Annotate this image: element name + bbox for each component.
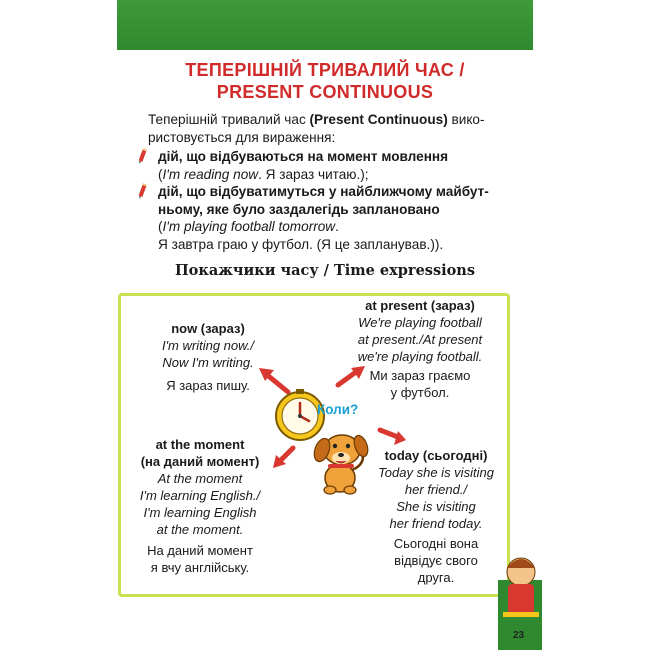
now-head: now (зараз) [171,321,245,336]
at-the-moment-en-2: I'm learning English./ [139,488,261,503]
intro-term: (Present Continuous) [309,112,448,127]
today-en-1: Today she is visiting [378,465,494,480]
today-ua-3: друга. [417,570,455,585]
at-present-head: at present (зараз) [365,298,475,313]
at-the-moment-en-4: at the moment. [156,522,244,537]
intro-line2: ристовується для вираження: [148,129,336,145]
today-head: today (сьогодні) [384,448,488,463]
arrow-icon [259,368,288,392]
arrow-icon [338,366,365,385]
at-the-moment-head-2: (на даний момент) [140,454,260,469]
when-label: Коли? [317,402,359,417]
bullet-2-example-rest: . [335,219,339,234]
bullet-1-head: дій, що відбуваються на момент мовлення [158,149,449,164]
intro-text-c: вико- [447,112,485,127]
today-en-2: her friend./ [404,482,468,497]
at-the-moment-en-3: I'm learning English [143,505,257,520]
bullet-2-open: ( [158,219,163,234]
page-number: 23 [513,630,525,641]
today-ua-1: Сьогодні вона [393,536,479,551]
at-the-moment-head-1: at the moment [155,437,245,452]
at-present-ua-2: у футбол. [390,385,450,400]
section-title: Покажчики часу / Time expressions [174,262,476,279]
bullet-2-example-ua: Я завтра граю у футбол. (Я це запланував.)). [158,236,444,252]
now-en-2: Now I'm writing. [162,355,254,370]
intro-text-a: Теперішній тривалий час [148,112,310,127]
page-title-line2: PRESENT CONTINUOUS [216,82,434,102]
bullet-2-head-line2: ньому, яке було заздалегідь заплановано [158,201,440,217]
at-the-moment-ua-2: я вчу англійську. [150,560,250,575]
bullet-2-head-line1: дій, що відбуватимуться у найближчому майбут- [158,184,489,199]
at-present-en-2: at present./At present [357,332,483,347]
dog-icon [311,434,370,494]
at-present-en-1: We're playing football [358,315,482,330]
at-the-moment-en-1: At the moment [157,471,243,486]
at-present-ua-1: Ми зараз граємо [369,368,471,383]
today-en-4: her friend today. [389,516,483,531]
arrow-icon [380,430,406,445]
at-present-en-3: we're playing football. [357,349,483,364]
arrow-icon [273,448,293,468]
bullet-1-example-ua: . Я зараз читаю.); [258,166,369,182]
page-title-line1: ТЕПЕРІШНІЙ ТРИВАЛИЙ ЧАС / [185,60,465,80]
today-ua-2: відвідує свого [394,553,478,568]
bullet-1-example-en: I'm reading now [162,166,259,182]
today-en-3: She is visiting [396,499,476,514]
bullet-2-example-en: I'm playing football tomorrow [162,219,336,234]
now-en-1: I'm writing now./ [161,338,255,353]
now-ua: Я зараз пишу. [166,378,250,393]
bullet-1-open: ( [158,166,163,182]
at-the-moment-ua-1: На даний момент [147,543,253,558]
